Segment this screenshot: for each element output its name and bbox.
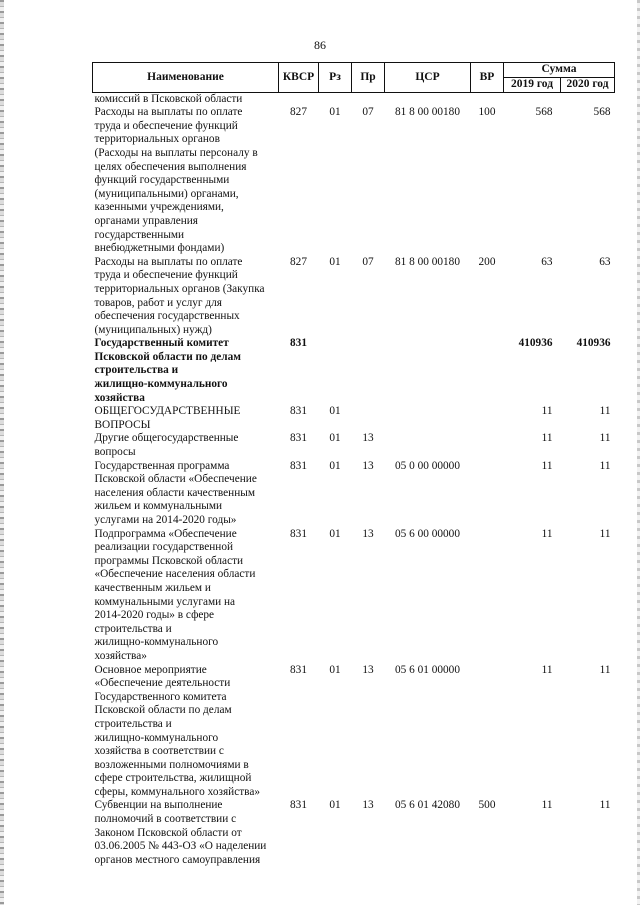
row-name-line: Псковской области по делам: [94, 704, 232, 717]
row-vr: [471, 337, 504, 405]
row-vr: 500: [478, 799, 496, 812]
row-name-line: хозяйства: [94, 391, 145, 404]
row-vr: [471, 528, 504, 664]
row-name-line: строительства и: [94, 364, 179, 377]
row-csr: [385, 405, 471, 432]
row-name-line: реализации государственной: [94, 541, 234, 554]
row-name-line: труда и обеспечение функций: [94, 269, 238, 282]
row-name-line: строительства и: [94, 717, 172, 730]
row-amount-2019: 568: [535, 106, 553, 119]
row-name-line: Псковской области «Обеспечение: [94, 473, 257, 486]
header-kvsr: КВСР: [279, 63, 319, 93]
row-name-line: сферы, коммунального хозяйства»: [94, 785, 261, 798]
row-name-line: Законом Псковской области от: [94, 826, 242, 839]
header-year-2019: 2019 год: [504, 78, 561, 93]
row-name: [93, 256, 279, 338]
row-name: [93, 799, 279, 867]
row-name: [93, 664, 279, 800]
row-name-line: (Расходы на выплаты персоналу в: [94, 146, 258, 159]
row-kvsr: 831: [290, 663, 307, 676]
row-name-line: функций государственными: [94, 174, 230, 187]
scan-edge-left: [0, 0, 4, 905]
header-rz: Рз: [319, 63, 352, 93]
row-amount-2020: 63: [599, 255, 611, 268]
row-name-line: государственными: [94, 228, 185, 241]
row-name-line: сфере строительства, жилищной: [94, 772, 252, 785]
row-name-line: «Обеспечение деятельности: [94, 677, 231, 690]
row-kvsr: 831: [290, 337, 307, 350]
row-name-line: услугами на 2014-2020 годы»: [94, 514, 237, 526]
row-pr: 07: [362, 255, 374, 268]
budget-table: [92, 62, 615, 867]
row-vr: [471, 432, 504, 459]
row-rz: 01: [329, 799, 341, 812]
table-row: [93, 256, 615, 338]
table-row: [93, 528, 615, 664]
table-row: [93, 664, 615, 800]
row-amount-2020: 11: [599, 432, 611, 445]
row-csr: 05 6 01 00000: [395, 663, 460, 676]
row-pr: 13: [362, 459, 374, 472]
row-name-line: территориальных органов: [94, 133, 220, 146]
row-name-line: хозяйства»: [94, 649, 147, 662]
row-rz: 01: [329, 405, 341, 418]
row-kvsr: 831: [290, 432, 307, 445]
row-kvsr: 827: [290, 106, 307, 119]
row-amount-2020: 568: [593, 106, 611, 119]
row-kvsr: 831: [290, 799, 307, 812]
row-pr: [352, 405, 385, 432]
row-rz: [319, 337, 352, 405]
header-sum: Сумма: [504, 63, 615, 78]
row-rz: 01: [329, 527, 341, 540]
row-amount-2019: 11: [541, 459, 553, 472]
row-amount-2019: [504, 92, 561, 106]
row-rz: 01: [329, 255, 341, 268]
row-name-line: Расходы на выплаты по оплате: [94, 255, 243, 268]
row-csr: 05 6 01 42080: [395, 799, 460, 812]
row-amount-2019: 11: [541, 527, 553, 540]
row-name-line: жилищно-коммунального: [94, 378, 228, 391]
row-kvsr: [279, 92, 319, 106]
table-row: [93, 405, 615, 432]
row-vr: [471, 664, 504, 800]
row-name-line: населения области качественным: [94, 486, 255, 499]
row-amount-2020: 11: [599, 459, 611, 472]
row-rz: 01: [329, 432, 341, 445]
row-name-line: товаров, работ и услуг для: [94, 296, 222, 309]
row-pr: 13: [362, 432, 374, 445]
row-amount-2020: 11: [599, 799, 611, 812]
header-csr: ЦСР: [385, 63, 471, 93]
row-amount-2019: 410936: [518, 337, 553, 350]
row-amount-2019: 11: [541, 405, 553, 418]
row-rz: [319, 92, 352, 106]
header-year-2020: 2020 год: [561, 78, 615, 93]
row-amount-2019: 11: [541, 799, 553, 812]
row-rz: 01: [329, 106, 341, 119]
row-rz: 01: [329, 459, 341, 472]
row-kvsr: 831: [290, 459, 307, 472]
row-name-line: Субвенции на выполнение: [94, 799, 223, 812]
row-pr: 07: [362, 106, 374, 119]
row-name-line: жилищно-коммунального: [94, 731, 219, 744]
header-name: Наименование: [93, 63, 279, 93]
row-name-line: «Обеспечение населения области: [94, 568, 256, 581]
row-amount-2019: 11: [541, 432, 553, 445]
table-row: [93, 106, 615, 256]
row-name-line: хозяйства в соответствии с: [94, 745, 224, 758]
row-name-line: жильем и коммунальными: [94, 500, 223, 513]
row-name-line: Государственного комитета: [94, 690, 227, 703]
row-name-line: внебюджетными фондами): [94, 242, 225, 255]
row-pr: 13: [362, 663, 374, 676]
row-name-line: жилищно-коммунального: [94, 636, 219, 649]
table-row: [93, 799, 615, 867]
row-name-line: Основное мероприятие: [94, 663, 207, 676]
row-name-line: Псковской области по делам: [94, 350, 241, 363]
row-amount-2020: 11: [599, 527, 611, 540]
row-name-line: (муниципальных) нужд): [94, 323, 212, 336]
row-csr: [385, 92, 471, 106]
row-pr: [352, 92, 385, 106]
row-name-line: обеспечения государственных: [94, 310, 240, 323]
row-amount-2020: 410936: [576, 337, 611, 350]
row-name-line: казенными учреждениями,: [94, 201, 224, 214]
row-vr: [471, 405, 504, 432]
row-csr: [385, 432, 471, 459]
row-name-line: 03.06.2005 № 443-ОЗ «О наделении: [94, 840, 267, 853]
row-amount-2020: [561, 92, 615, 106]
header-vr: ВР: [471, 63, 504, 93]
row-amount-2020: 11: [599, 405, 611, 418]
row-name-line: органами управления: [94, 214, 199, 227]
row-pr: 13: [362, 527, 374, 540]
table-row: [93, 337, 615, 405]
row-name: [93, 337, 279, 405]
header-pr: Пр: [352, 63, 385, 93]
table-row: [93, 92, 615, 106]
row-pr: 13: [362, 799, 374, 812]
row-vr: [471, 92, 504, 106]
table-body: [93, 92, 615, 867]
row-name-line: (муниципальными) органами,: [94, 187, 239, 200]
row-name: [93, 405, 279, 432]
row-name: [93, 460, 279, 528]
table-row: [93, 432, 615, 459]
page-number: 86: [314, 38, 326, 52]
row-csr: 81 8 00 00180: [395, 255, 460, 268]
row-kvsr: 827: [290, 255, 307, 268]
row-name: [93, 528, 279, 664]
row-vr: 100: [478, 106, 496, 119]
row-name-line: коммунальными услугами на: [94, 595, 236, 608]
row-name-line: органов местного самоуправления: [94, 853, 261, 866]
row-name: [93, 106, 279, 256]
row-csr: [385, 337, 471, 405]
row-amount-2019: 63: [541, 255, 553, 268]
row-name-line: вопросы: [94, 446, 136, 459]
row-csr: 05 0 00 00000: [395, 459, 460, 472]
row-name-line: территориальных органов (Закупка: [94, 282, 265, 295]
row-name-line: целях обеспечения выполнения: [94, 160, 247, 173]
row-name-line: полномочий в соответствии с: [94, 813, 237, 826]
row-name-line: Расходы на выплаты по оплате: [94, 106, 243, 119]
row-name-line: строительства и: [94, 622, 172, 635]
row-name-line: комиссий в Псковской области: [94, 92, 243, 105]
row-kvsr: 831: [290, 405, 307, 418]
table-header: [93, 63, 615, 93]
row-kvsr: 831: [290, 527, 307, 540]
row-rz: 01: [329, 663, 341, 676]
row-name-line: ОБЩЕГОСУДАРСТВЕННЫЕ: [94, 405, 241, 418]
row-name: [93, 432, 279, 459]
row-csr: 05 6 00 00000: [395, 527, 460, 540]
row-name-line: возложенными полномочиями в: [94, 758, 249, 771]
row-name-line: программы Псковской области: [94, 554, 244, 567]
row-name-line: Государственная программа: [94, 459, 230, 472]
row-amount-2020: 11: [599, 663, 611, 676]
row-name-line: Государственный комитет: [94, 337, 229, 350]
row-vr: [471, 460, 504, 528]
row-name-line: Другие общегосударственные: [94, 432, 239, 445]
row-pr: [352, 337, 385, 405]
row-amount-2019: 11: [541, 663, 553, 676]
row-vr: 200: [478, 255, 496, 268]
row-name-line: 2014-2020 годы» в сфере: [94, 609, 215, 622]
row-name-line: ВОПРОСЫ: [94, 418, 151, 431]
row-csr: 81 8 00 00180: [395, 106, 460, 119]
row-name-line: качественным жильем и: [94, 581, 211, 594]
row-name-line: труда и обеспечение функций: [94, 119, 238, 132]
row-name-line: Подпрограмма «Обеспечение: [94, 527, 237, 540]
row-name: [93, 92, 279, 106]
table-row: [93, 460, 615, 528]
